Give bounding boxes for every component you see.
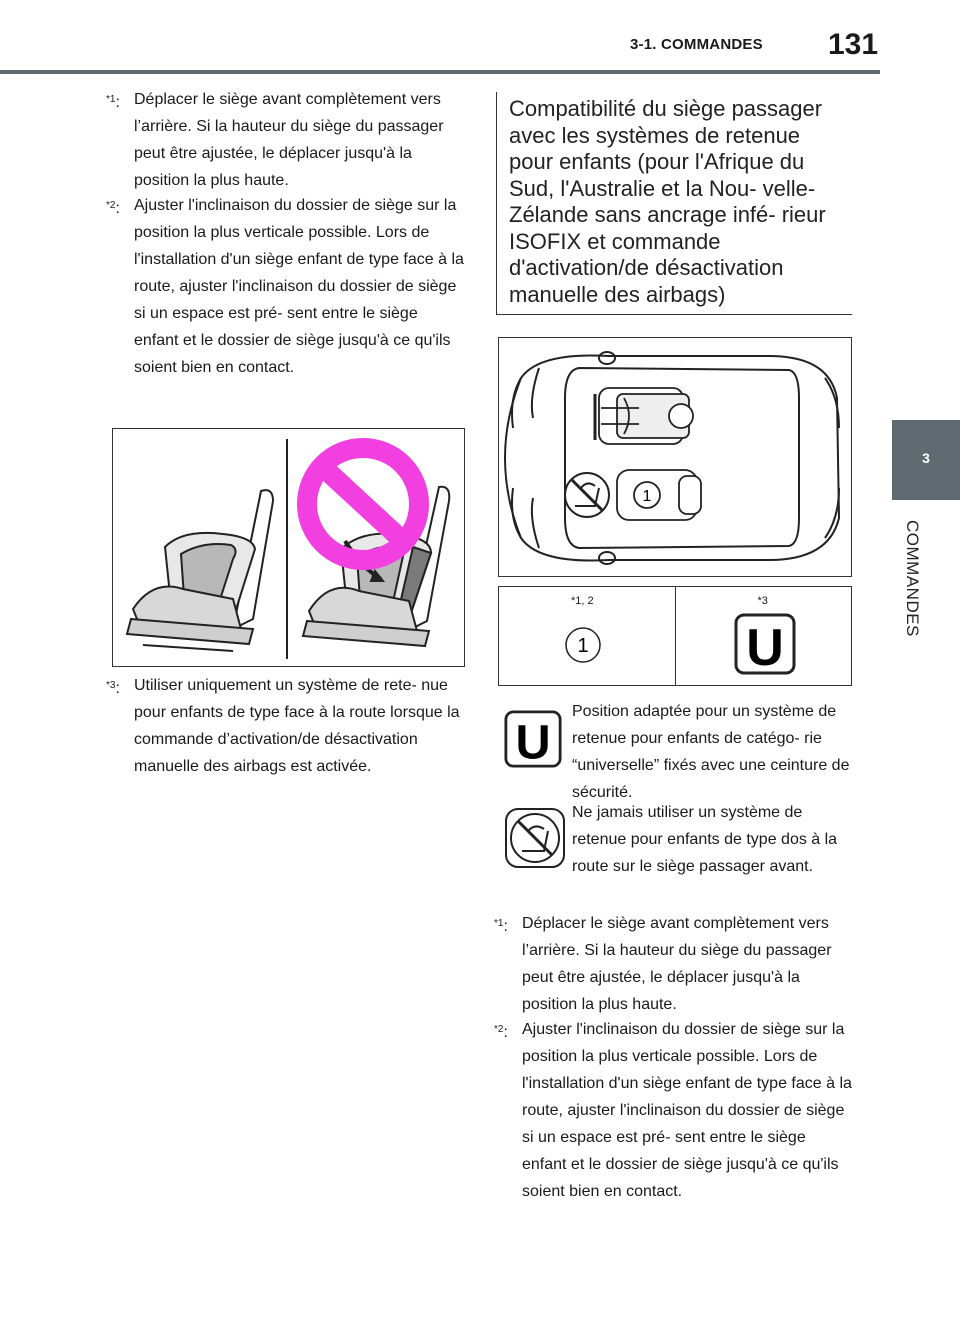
footnote-mark: *3 (757, 595, 768, 607)
note-text: Déplacer le siège avant complètement vers l’arrière. Si la hauteur du siège du passager peut être ajustée, le déplacer jusqu'à la position la plus haute. (134, 91, 444, 189)
right-note-1: $^{*1}$: Déplacer le siège avant complètement vers l’arrière. Si la hauteur du siège du passager peut être ajustée, le déplacer jusqu'à la position la plus haute. (494, 910, 854, 1018)
footnote-mark: *1, 2 (571, 595, 594, 607)
svg-text:1: 1 (577, 635, 589, 657)
compatibility-heading: Compatibilité du siège passager avec les systèmes de retenue pour enfants (pour l'Afrique du Sud, l'Australie et la Nou- velle-Zélande sans ancrage infé- rieur ISOFIX et commande d'activation/de désactivation manuelle des airbags) (509, 96, 826, 307)
universal-u-icon (734, 613, 796, 675)
note-text: Utiliser uniquement un système de rete- nue pour enfants de type face à la route lorsque la commande d’activation/de désactivation manuelle des airbags est activée. (134, 677, 460, 775)
footnote-mark: *2 (106, 200, 116, 211)
chapter-number: 3 (922, 450, 930, 466)
position-cell-universal (675, 587, 852, 685)
no-rear-facing-airbag-icon (565, 473, 609, 517)
footnote-mark: *1 (494, 918, 504, 929)
footnote-mark: *2 (494, 1024, 504, 1035)
compatibility-heading-box (496, 92, 852, 315)
legend-prohibited-text: Ne jamais utiliser un système de retenue pour enfants de type dos à la route sur le siège passager avant. (572, 804, 838, 875)
position-cell-seat (499, 587, 675, 685)
left-note-3: $^{*3}$: Utiliser uniquement un système de rete- nue pour enfants de type face à la route lorsque la commande d’activation/de désactivation manuelle des airbags est activée. (106, 672, 466, 780)
section-title: 3-1. COMMANDES (630, 36, 763, 53)
page-number: 131 (828, 28, 879, 61)
passenger-seat-icon (617, 470, 701, 520)
correct-seat-icon (127, 490, 273, 651)
svg-text:U: U (515, 715, 551, 768)
chapter-label: COMMANDES (903, 520, 922, 637)
no-rear-facing-airbag-icon (504, 807, 566, 869)
legend-universal (500, 698, 860, 804)
svg-text:U: U (745, 619, 784, 675)
position-number-icon (563, 625, 603, 665)
note-text: Déplacer le siège avant complètement vers l’arrière. Si la hauteur du siège du passager peut être ajustée, le déplacer jusqu'à la position la plus haute. (522, 915, 832, 1013)
left-note-2: $^{*2}$: Ajuster l'inclinaison du dossier de siège sur la position la plus verticale possible. Lors de l'installation d'un siège enfant de type face à la route, ajuster l'inclinaison du dossier de siège si un espace est pré- sent entre le siège enfant et le dossier de siège jusqu'à ce qu'ils soient bien en contact. (106, 192, 466, 381)
footnote-mark: *3 (106, 680, 116, 691)
right-note-2: $^{*2}$: Ajuster l'inclinaison du dossier de siège sur la position la plus verticale possible. Lors de l'installation d'un siège enfant de type face à la route, ajuster l'inclinaison du dossier de siège si un espace est pré- sent entre le siège enfant et le dossier de siège jusqu'à ce qu'ils soient bien en contact. (494, 1016, 854, 1205)
universal-u-icon (504, 710, 562, 768)
legend-universal-text: Position adaptée pour un système de retenue pour enfants de catégo- rie “universelle” fixés avec une ceinture de sécurité. (572, 703, 850, 801)
seat-recline-figure (112, 428, 465, 667)
header-rule (0, 70, 880, 74)
note-text: Ajuster l'inclinaison du dossier de siège sur la position la plus verticale possible. Lors de l'installation d'un siège enfant de type face à la route, ajuster l'inclinaison du dossier de siège si un espace est pré- sent entre le siège enfant et le dossier de siège jusqu'à ce qu'ils soient bien en contact. (134, 197, 464, 376)
child-seat-icon (595, 388, 693, 444)
car-top-view (499, 338, 851, 576)
chapter-tab (892, 420, 960, 500)
seat-recline-illustration (113, 429, 464, 666)
note-text: Ajuster l'inclinaison du dossier de siège sur la position la plus verticale possible. Lors de l'installation d'un siège enfant de type face à la route, ajuster l'inclinaison du dossier de siège si un espace est pré- sent entre le siège enfant et le dossier de siège jusqu'à ce qu'ils soient bien en contact. (522, 1021, 852, 1200)
position-table (498, 586, 852, 686)
footnote-mark: *1 (106, 94, 116, 105)
legend-prohibited (500, 799, 860, 905)
seat-number: 1 (642, 488, 652, 505)
car-diagram (498, 337, 852, 577)
left-note-1: $^{*1}$: Déplacer le siège avant complètement vers l’arrière. Si la hauteur du siège du passager peut être ajustée, le déplacer jusqu'à la position la plus haute. (106, 86, 466, 194)
